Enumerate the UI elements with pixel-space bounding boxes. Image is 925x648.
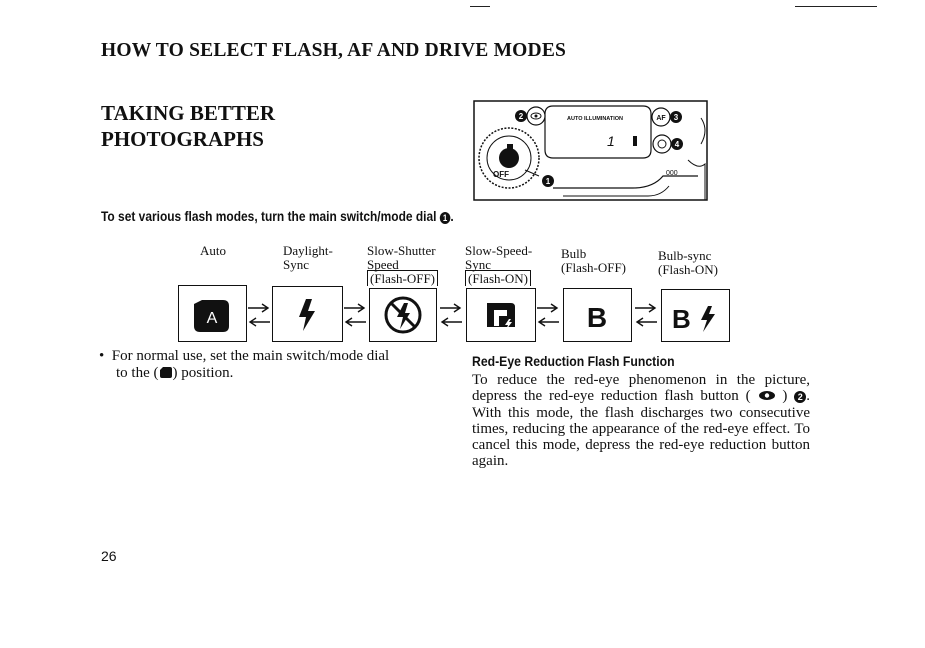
mode-arrows-4 xyxy=(535,300,561,330)
bullet-dot: • xyxy=(99,348,112,364)
mode-label-auto: Auto xyxy=(200,243,226,258)
callout-1: 1 xyxy=(545,177,551,186)
mode-box-bulb-sync xyxy=(661,289,730,342)
lcd-digit: 1 xyxy=(607,133,615,149)
lcd-text: AUTO ILLUMINATION xyxy=(567,116,624,122)
callout-2-ref: 2 xyxy=(794,391,806,403)
auto-mode-icon xyxy=(179,286,246,341)
normal-use-note: • For normal use, set the main switch/mode dial to the ( ) position. xyxy=(99,348,390,381)
section-title-line2: PHOTOGRAPHS xyxy=(101,127,264,151)
mode-box-slow-speed-sync xyxy=(466,288,536,342)
svg-text:B: B xyxy=(586,302,608,333)
mode-label-daylight-sync: Daylight- Sync xyxy=(283,243,333,272)
top-rule-right xyxy=(795,6,877,7)
mode-label-bulb-sync: Bulb-sync (Flash-ON) xyxy=(658,248,718,277)
slow-sync-icon xyxy=(467,289,535,341)
page-number: 26 xyxy=(101,548,117,564)
mode-box-auto xyxy=(178,285,247,342)
svg-text:A: A xyxy=(206,310,218,327)
callout-4: 4 xyxy=(674,140,680,149)
mode-label-slow-speed-sync: Slow-Speed- Sync (Flash-ON) xyxy=(465,243,533,286)
mode-label-bulb: Bulb (Flash-OFF) xyxy=(561,246,627,275)
camera-top-illustration xyxy=(473,100,709,202)
mode-label-slow-shutter: Slow-Shutter Speed (Flash-OFF) xyxy=(367,244,438,286)
svg-text:B: B xyxy=(672,304,691,334)
dial-text: OFF xyxy=(493,170,509,179)
bulb-icon xyxy=(564,289,631,341)
section-title-line1: TAKING BETTER xyxy=(101,101,276,125)
callout-3: 3 xyxy=(673,113,679,122)
counter-text: 000 xyxy=(666,170,678,177)
page-header: HOW TO SELECT FLASH, AF AND DRIVE MODES xyxy=(101,40,567,61)
mode-arrows-1 xyxy=(246,300,272,330)
mode-box-daylight-sync xyxy=(272,286,343,342)
auto-mode-small-icon xyxy=(159,366,173,379)
mode-box-bulb xyxy=(563,288,632,342)
callout-1-ref: 1 xyxy=(440,212,451,224)
mode-arrows-3 xyxy=(438,300,464,330)
mode-arrows-2 xyxy=(342,300,368,330)
flash-off-icon xyxy=(370,289,436,341)
mode-box-slow-shutter xyxy=(369,288,437,342)
callout-2: 2 xyxy=(518,112,524,121)
red-eye-body: To reduce the red-eye phenomenon in the picture, depress the red-eye reduction flash button ( ) 2 . With this mode, the flash discharges two consecutive times, reducing the appearance of the red-eye effect. To cancel this mode, depress the red-eye reduction button again. xyxy=(472,372,811,470)
svg-text:AF: AF xyxy=(656,115,666,122)
flash-bolt-icon xyxy=(273,287,342,341)
section-title xyxy=(101,100,275,152)
mode-arrows-5 xyxy=(633,300,659,330)
drive-button-icon xyxy=(653,135,671,153)
bulb-sync-icon xyxy=(662,290,729,341)
instruction-text: To set various flash modes, turn the main switch/mode dial 1 . xyxy=(101,209,454,224)
red-eye-icon xyxy=(758,390,776,401)
mode-dial-icon xyxy=(479,128,539,188)
red-eye-title: Red-Eye Reduction Flash Function xyxy=(472,354,675,369)
top-rule-short xyxy=(470,6,490,7)
